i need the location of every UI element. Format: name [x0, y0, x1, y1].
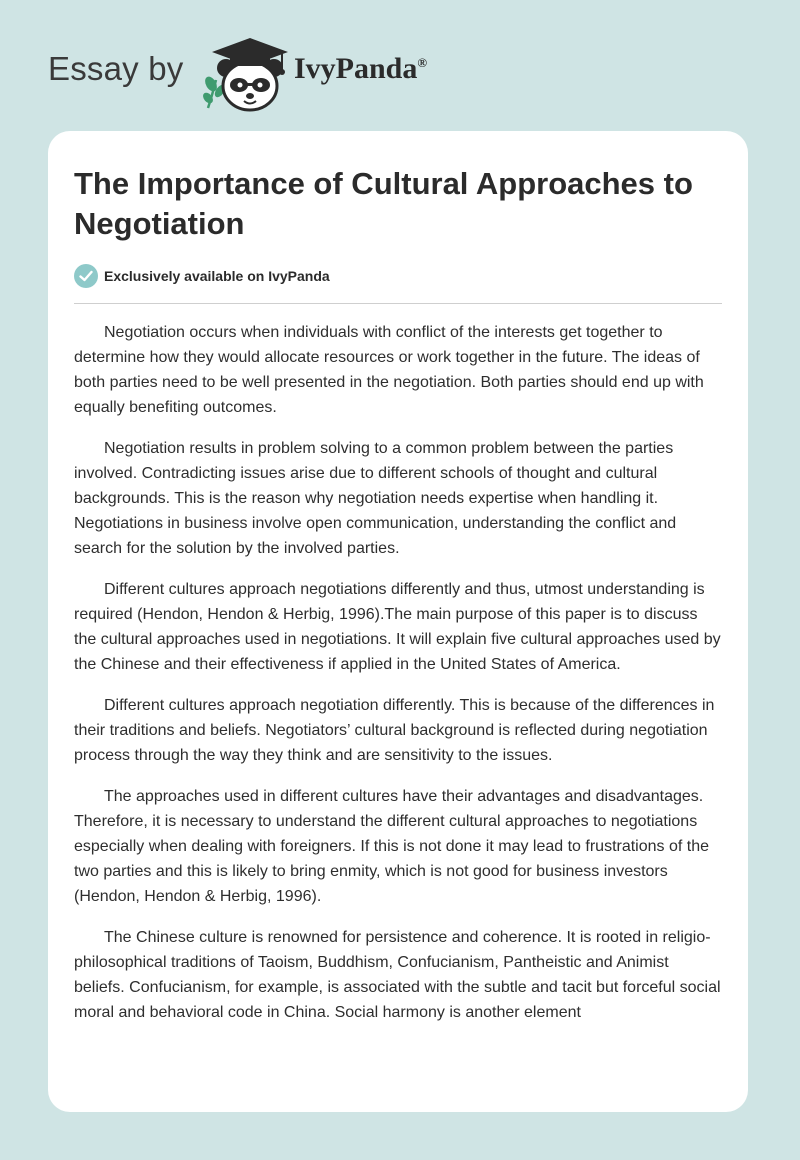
essay-card	[48, 131, 748, 1112]
brand-name: IvyPanda®	[294, 52, 428, 85]
site-brand[interactable]	[48, 32, 468, 112]
paragraph: The Chinese culture is renowned for persistence and coherence. It is rooted in religio-philosophical traditions of Taoism, Buddhism, Confucianism, Pantheistic and Animist beliefs. Confucianism, for example, is associated with the subtle and tacit but forceful social moral and behavioral code in China. Social harmony is another element	[74, 929, 721, 1021]
paragraph: Different cultures approach negotiations differently and thus, utmost understanding is required (Hendon, Hendon & Herbig, 1996).The main purpose of this paper is to discuss the cultural approaches used in negotiations. It will explain five cultural approaches used by the Chinese and their effectiveness if applied in the United States of America.	[74, 581, 721, 673]
paragraph: The approaches used in different cultures have their advantages and disadvantages. Therefore, it is necessary to understand the different cultural approaches to negotiations especially when dealing with foreigners. If this is not done it may lead to frustrations of the two parties and this is likely to bring enmity, which is not good for business investors (Hendon, Hendon & Herbig, 1996).	[74, 788, 710, 905]
exclusive-badge	[74, 264, 330, 288]
essay-body	[74, 320, 722, 1041]
check-circle-icon	[74, 264, 98, 288]
essay-title: The Importance of Cultural Approaches to Negotiation	[74, 166, 693, 241]
divider	[74, 303, 722, 304]
brand-prefix: Essay by	[48, 50, 184, 87]
panda-graduate-logo-icon	[200, 36, 292, 112]
paragraph: Negotiation occurs when individuals with conflict of the interests get together to determine how they would allocate resources or work together in the future. The ideas of both parties need to be well presented in the negotiation. Both parties should end up with equally benefiting outcomes.	[74, 324, 704, 416]
paragraph: Negotiation results in problem solving to a common problem between the parties involved. Contradicting issues arise due to different schools of thought and cultural backgrounds. This is the reason why negotiation needs expertise when handling it. Negotiations in business involve open communication, understanding the conflict and search for the solution by the involved parties.	[74, 440, 677, 557]
exclusive-badge-label: Exclusively available on IvyPanda	[104, 268, 330, 284]
paragraph: Different cultures approach negotiation differently. This is because of the differences in their traditions and beliefs. Negotiators’ cultural background is reflected during negotiation process through the way they think and are sensitivity to the issues.	[74, 697, 715, 764]
